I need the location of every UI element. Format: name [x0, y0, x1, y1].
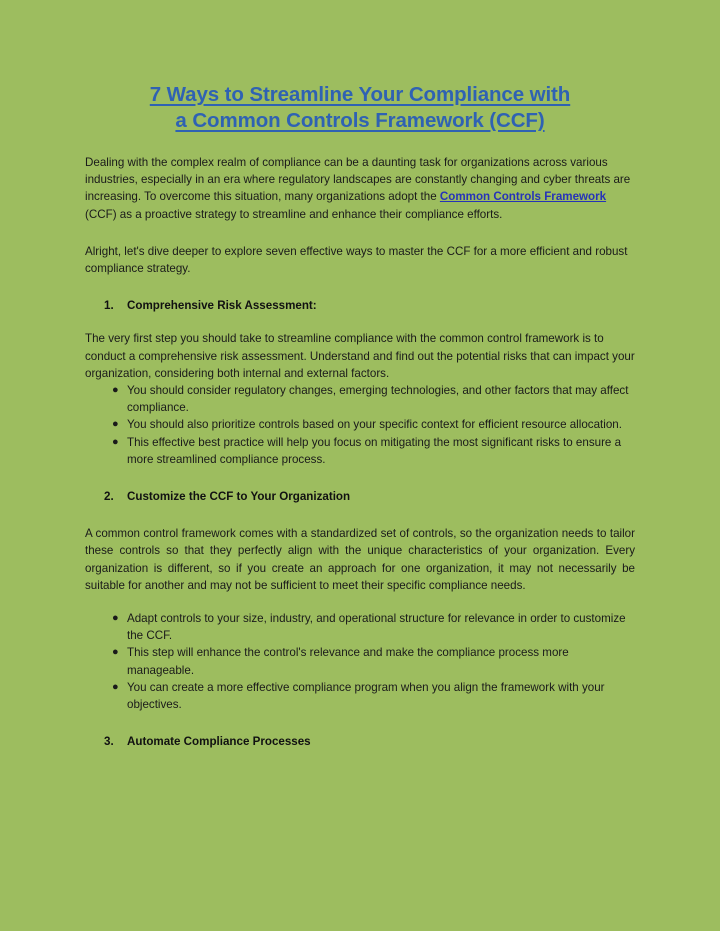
spacer: [85, 594, 635, 610]
list-item: [85, 679, 635, 713]
list-item-text: This step will enhance the control's relevance and make the compliance process more manageable.: [127, 646, 569, 677]
section-3-title: Automate Compliance Processes: [127, 735, 311, 749]
spacer: [85, 505, 635, 525]
common-controls-framework-link[interactable]: Common Controls Framework: [439, 190, 607, 204]
list-item: [85, 644, 635, 678]
section-1-heading: [85, 297, 635, 314]
section-2-heading: [85, 488, 635, 505]
list-item-text: You should also prioritize controls based on your specific context for efficient resource allocation.: [127, 418, 622, 432]
list-item-text: You can create a more effective compliance program when you align the framework with your objectives.: [127, 680, 605, 712]
bullet-icon: ●: [112, 418, 119, 431]
bullet-icon: ●: [112, 612, 119, 625]
page-title-line-1: 7 Ways to Streamline Your Compliance with: [149, 83, 571, 106]
list-item: [85, 610, 635, 644]
section-1-number: 1.: [104, 299, 114, 313]
section-1-paragraph: The very first step you should take to streamline compliance with the common control framework is to conduct a comprehensive risk assessment. Understand and find out the potential risks that can impact your organization, considering both internal and external factors.: [85, 332, 635, 380]
spacer: [85, 468, 635, 488]
spacer: [85, 713, 635, 733]
spacer: [85, 314, 635, 330]
list-item: [85, 434, 635, 468]
section-2-paragraph: A common control framework comes with a standardized set of controls, so the organization needs to tailor these controls so that they perfectly align with the unique characteristics of your organization. Every organization is different, so if you create an approach for one organization, it may not necessarily be suitable for another and may not be sufficient to meet their specific compliance needs.: [85, 527, 635, 592]
intro-text-part-1: Dealing with the complex realm of compliance can be a daunting task for organizations across various industries, especially in an era where regulatory landscapes are constantly changing and cyber threats are increasing. To overcome this situation, many organizations adopt the: [85, 156, 631, 204]
list-item: [85, 416, 635, 433]
list-item: [85, 382, 635, 416]
page-title: [85, 0, 635, 134]
section-3-number: 3.: [104, 735, 114, 749]
section-1-title: Comprehensive Risk Assessment:: [127, 299, 317, 313]
page-title-line-2: a Common Controls Framework (CCF): [175, 109, 545, 132]
spacer: [85, 223, 635, 243]
spacer: [85, 134, 635, 154]
section-2-bullet-list: [85, 610, 635, 713]
spacer: [85, 277, 635, 297]
document-content: [85, 0, 635, 750]
section-2-title: Customize the CCF to Your Organization: [127, 490, 351, 504]
bullet-icon: ●: [112, 435, 119, 448]
bullet-icon: ●: [112, 646, 119, 659]
list-item-text: Adapt controls to your size, industry, and operational structure for relevance in order to customize the CCF.: [127, 612, 626, 643]
section-2-number: 2.: [104, 490, 114, 504]
intro-text-part-2: (CCF) as a proactive strategy to streamline and enhance their compliance efforts.: [85, 207, 503, 221]
bullet-icon: ●: [112, 680, 119, 693]
intro-paragraph: [85, 154, 635, 223]
list-item-text: This effective best practice will help you focus on mitigating the most significant risks to ensure a more streamlined compliance process.: [127, 435, 622, 466]
section-3-heading: [85, 733, 635, 750]
section-1-bullet-list: [85, 382, 635, 468]
list-item-text: You should consider regulatory changes, emerging technologies, and other factors that may affect compliance.: [127, 384, 629, 415]
lead-in-paragraph: Alright, let's dive deeper to explore seven effective ways to master the CCF for a more efficient and robust compliance strategy.: [85, 244, 628, 276]
bullet-icon: ●: [112, 384, 119, 397]
